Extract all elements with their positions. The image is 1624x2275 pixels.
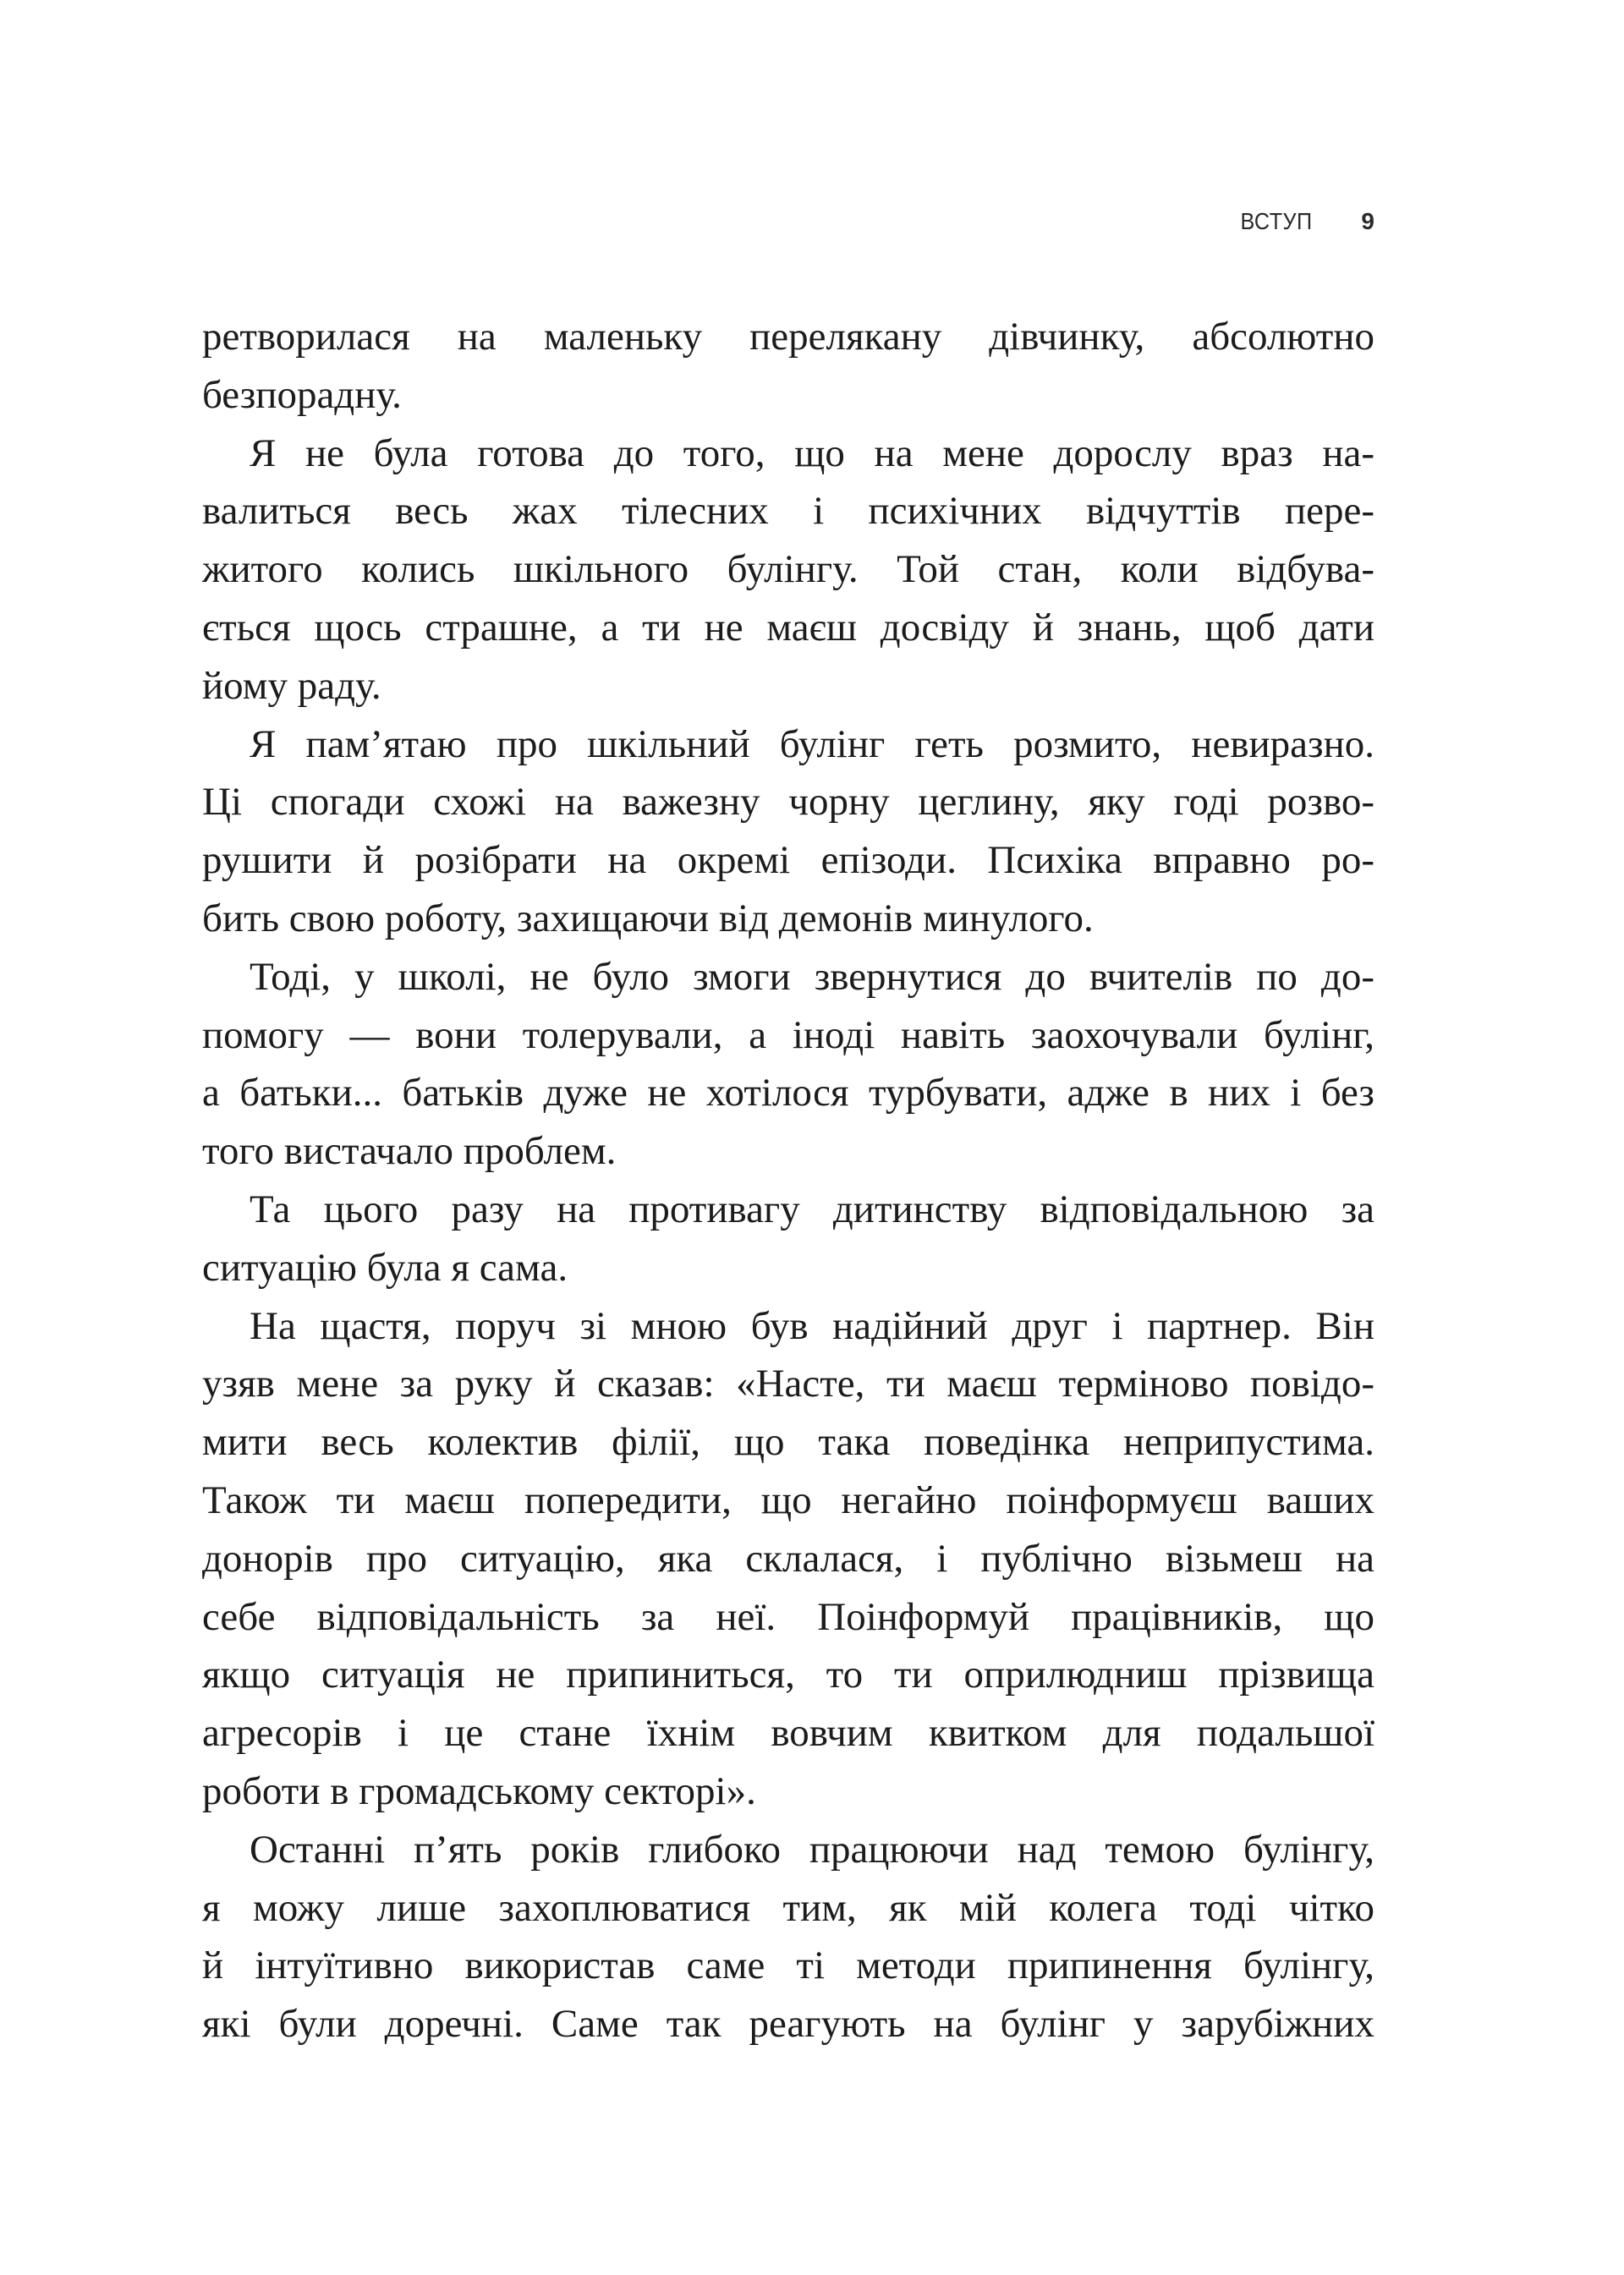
running-head-section: ВСТУП (1240, 208, 1313, 234)
text-line: житого колись шкільного булінгу. Той стан, коли відбува- (202, 547, 1374, 592)
text-line: себе відповідальність за неї. Поінформуй працівників, що (202, 1594, 1374, 1639)
text-line: На щастя, поруч зі мною був надійний друг і партнер. Він (250, 1303, 1374, 1348)
text-line: Я пам’ятаю про шкільний булінг геть розмито, невиразно. (250, 721, 1374, 766)
body-text (202, 308, 1374, 2053)
text-line: бить свою роботу, захищаючи від демонів минулого. (202, 896, 1094, 940)
text-line: Тоді, у школі, не було змоги звернутися до вчителів по до- (250, 954, 1374, 999)
text-line: рушити й розібрати на окремі епізоди. Психіка вправно ро- (202, 838, 1374, 883)
text-line: ється щось страшне, а ти не маєш досвіду й знань, щоб дати (202, 605, 1374, 650)
text-line: й інтуїтивно використав саме ті методи припинення булінгу, (202, 1943, 1374, 1988)
text-line: Та цього разу на противагу дитинству відповідальною за (250, 1187, 1374, 1231)
text-line: Ці спогади схожі на важезну чорну цеглину, яку годі розво- (202, 780, 1374, 825)
text-line: Я не була готова до того, що на мене дорослу враз на- (250, 430, 1374, 475)
text-line: мити весь колектив філії, що така поведінка неприпустима. (202, 1420, 1374, 1465)
text-line: ретворилася на маленьку перелякану дівчинку, абсолютно (202, 315, 1374, 359)
text-line: донорів про ситуацію, яка склалася, і публічно візьмеш на (202, 1536, 1374, 1581)
text-line: роботи в громадському секторі». (202, 1768, 756, 1813)
paragraph (202, 1297, 1374, 1821)
text-line: помогу — вони толерували, а іноді навіть заохочували булінг, (202, 1012, 1374, 1057)
running-head (1232, 208, 1374, 235)
text-line: якщо ситуація не припиниться, то ти оприлюдниш прізвища (202, 1653, 1374, 1697)
page-number: 9 (1361, 208, 1374, 234)
paragraph (202, 425, 1374, 715)
text-line: узяв мене за руку й сказав: «Насте, ти маєш терміново повідо- (202, 1362, 1374, 1406)
text-line: ситуацію була я сама. (202, 1245, 568, 1290)
paragraph (202, 948, 1374, 1181)
text-line: які були доречні. Саме так реагують на булінг у зарубіжних (202, 2002, 1374, 2047)
paragraph (202, 1821, 1374, 2053)
text-line: валиться весь жах тілесних і психічних відчуттів пере- (202, 489, 1374, 534)
text-line: йому раду. (202, 663, 381, 708)
paragraph (202, 308, 1374, 425)
text-line: а батьки... батьків дуже не хотілося турбувати, адже в них і без (202, 1071, 1374, 1116)
text-line: безпорадну. (202, 372, 402, 417)
text-line: Також ти маєш попередити, що негайно поінформуєш ваших (202, 1477, 1374, 1522)
text-line: я можу лише захоплюватися тим, як мій колега тоді чітко (202, 1885, 1374, 1930)
paragraph (202, 1181, 1374, 1297)
text-line: того вистачало проблем. (202, 1129, 617, 1174)
paragraph (202, 715, 1374, 948)
text-line: Останні п’ять років глибоко працюючи над темою булінгу, (250, 1827, 1374, 1872)
text-line: агресорів і це стане їхнім вовчим квитком для подальшої (202, 1711, 1374, 1756)
